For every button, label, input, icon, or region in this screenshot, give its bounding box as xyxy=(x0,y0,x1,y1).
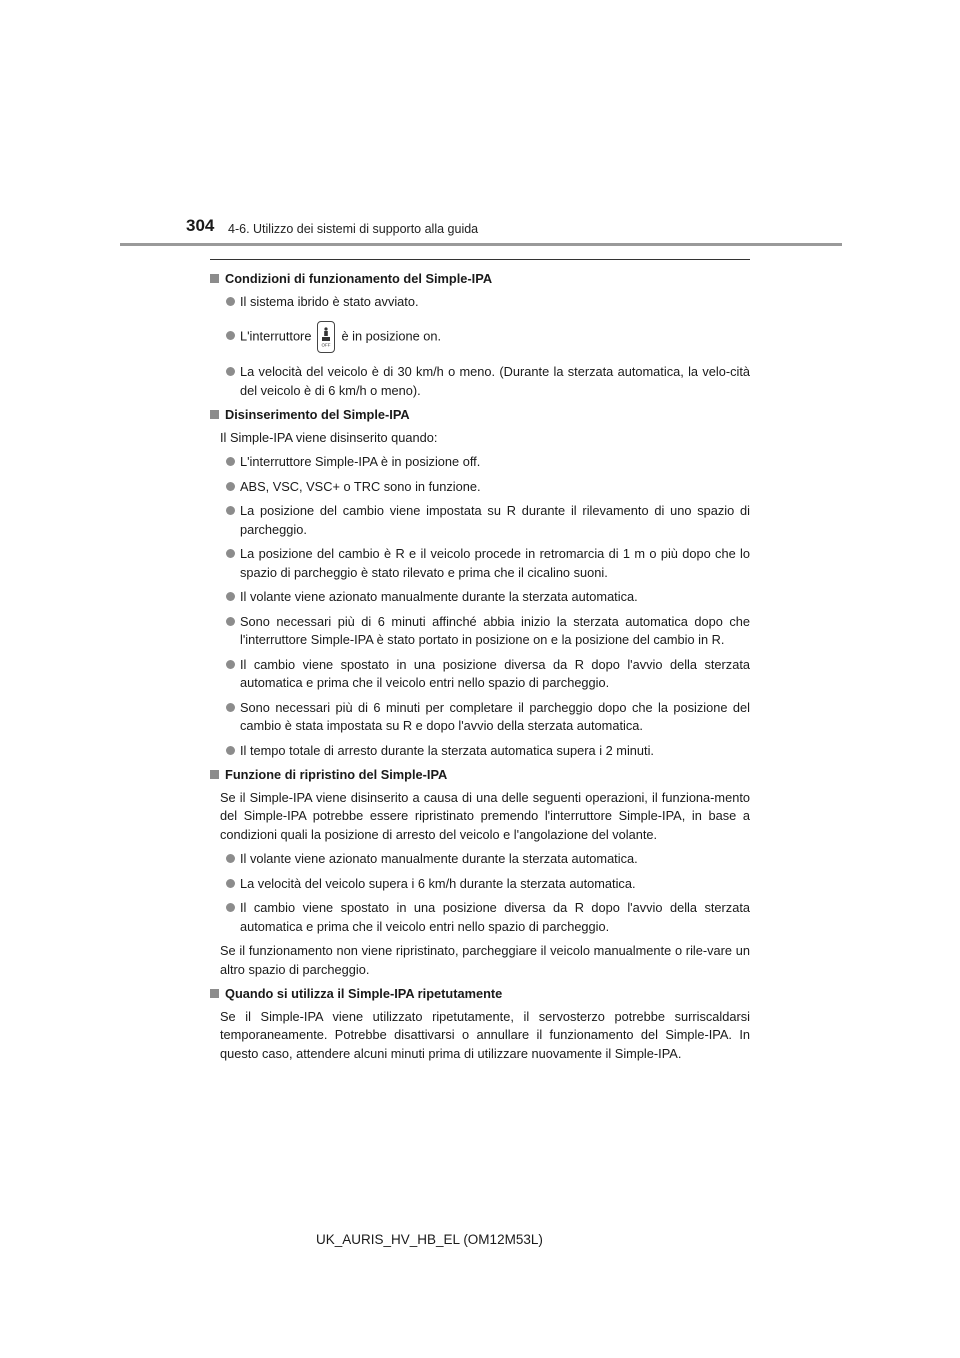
square-bullet-icon xyxy=(210,770,219,779)
circle-bullet-icon xyxy=(226,549,235,558)
page-number: 304 xyxy=(186,216,215,235)
section-outro: Se il funzionamento non viene ripristinato, parcheggiare il veicolo manualmente o rile-vare un altro spazio di parcheggio. xyxy=(220,943,750,977)
bullet-item: L'interruttore OFF è in posizione on. xyxy=(210,321,750,353)
bullet-item: Sono necessari più di 6 minuti affinché abbia inizio la sterzata automatica dopo che l'interruttore Simple-IPA è stato portato in posizione on e la posizione del cambio in R. xyxy=(210,613,750,650)
bullet-item: Il cambio viene spostato in una posizione diversa da R dopo l'avvio della sterzata automatica e prima che il veicolo entri nello spazio di parcheggio. xyxy=(210,656,750,693)
header-rule xyxy=(120,243,842,246)
section-title: Disinserimento del Simple-IPA xyxy=(210,406,750,425)
square-bullet-icon xyxy=(210,989,219,998)
footer-code: UK_AURIS_HV_HB_EL (OM12M53L) xyxy=(316,1232,543,1247)
section-title: Funzione di ripristino del Simple-IPA xyxy=(210,766,750,785)
bullet-item: La posizione del cambio è R e il veicolo procede in retromarcia di 1 m o più dopo che lo spazio di parcheggio è stato rilevato e prima che il cicalino suoni. xyxy=(210,545,750,582)
bullet-item: Il volante viene azionato manualmente durante la sterzata automatica. xyxy=(210,588,750,607)
circle-bullet-icon xyxy=(226,660,235,669)
circle-bullet-icon xyxy=(226,367,235,376)
circle-bullet-icon xyxy=(226,879,235,888)
bullet-item: La velocità del veicolo supera i 6 km/h durante la sterzata automatica. xyxy=(210,875,750,894)
circle-bullet-icon xyxy=(226,854,235,863)
bullet-item: Il volante viene azionato manualmente durante la sterzata automatica. xyxy=(210,850,750,869)
simple-ipa-switch-icon xyxy=(317,321,335,353)
circle-bullet-icon xyxy=(226,703,235,712)
bullet-item: Il cambio viene spostato in una posizione diversa da R dopo l'avvio della sterzata automatica e prima che il veicolo entri nello spazio di parcheggio. xyxy=(210,899,750,936)
circle-bullet-icon xyxy=(226,297,235,306)
square-bullet-icon xyxy=(210,274,219,283)
bullet-item: La posizione del cambio viene impostata su R durante il rilevamento di uno spazio di parcheggio. xyxy=(210,502,750,539)
circle-bullet-icon xyxy=(226,457,235,466)
chapter-title: 4-6. Utilizzo dei sistemi di supporto alla guida xyxy=(228,222,479,236)
circle-bullet-icon xyxy=(226,482,235,491)
section-title: Condizioni di funzionamento del Simple-IPA xyxy=(210,270,750,289)
content xyxy=(210,270,750,1067)
bullet-item: ABS, VSC, VSC+ o TRC sono in funzione. xyxy=(210,478,750,497)
bullet-item: L'interruttore Simple-IPA è in posizione off. xyxy=(210,453,750,472)
content-rule xyxy=(210,259,750,260)
circle-bullet-icon xyxy=(226,617,235,626)
circle-bullet-icon xyxy=(226,506,235,515)
square-bullet-icon xyxy=(210,410,219,419)
bullet-item: La velocità del veicolo è di 30 km/h o meno. (Durante la sterzata automatica, la velo-cità del veicolo è di 6 km/h o meno). xyxy=(210,363,750,400)
circle-bullet-icon xyxy=(226,746,235,755)
section-title: Quando si utilizza il Simple-IPA ripetutamente xyxy=(210,985,750,1004)
circle-bullet-icon xyxy=(226,592,235,601)
circle-bullet-icon xyxy=(226,331,235,340)
svg-text:OFF: OFF xyxy=(321,342,331,348)
circle-bullet-icon xyxy=(226,903,235,912)
bullet-item: Il tempo totale di arresto durante la sterzata automatica supera i 2 minuti. xyxy=(210,742,750,761)
section-intro: Se il Simple-IPA viene utilizzato ripetutamente, il servosterzo potrebbe surriscaldarsi temporaneamente. Potrebbe disattivarsi o annullare il funzionamento del Simple-IPA. In questo caso, attendere alcuni minuti prima di utilizzare nuovamente il Simple-IPA. xyxy=(220,1008,750,1061)
bullet-item: Il sistema ibrido è stato avviato. xyxy=(210,293,750,312)
bullet-item: Sono necessari più di 6 minuti per completare il parcheggio dopo che la posizione del cambio è stata impostata su R e dopo l'avvio della sterzata automatica. xyxy=(210,699,750,736)
section-intro: Se il Simple-IPA viene disinserito a causa di una delle seguenti operazioni, il funziona-mento del Simple-IPA potrebbe essere ripristinato premendo l'interruttore Simple-IPA, in base a condizioni quali la posizione di arresto del veicolo e l'angolazione del volante. xyxy=(220,789,750,842)
section-intro: Il Simple-IPA viene disinserito quando: xyxy=(220,429,438,445)
